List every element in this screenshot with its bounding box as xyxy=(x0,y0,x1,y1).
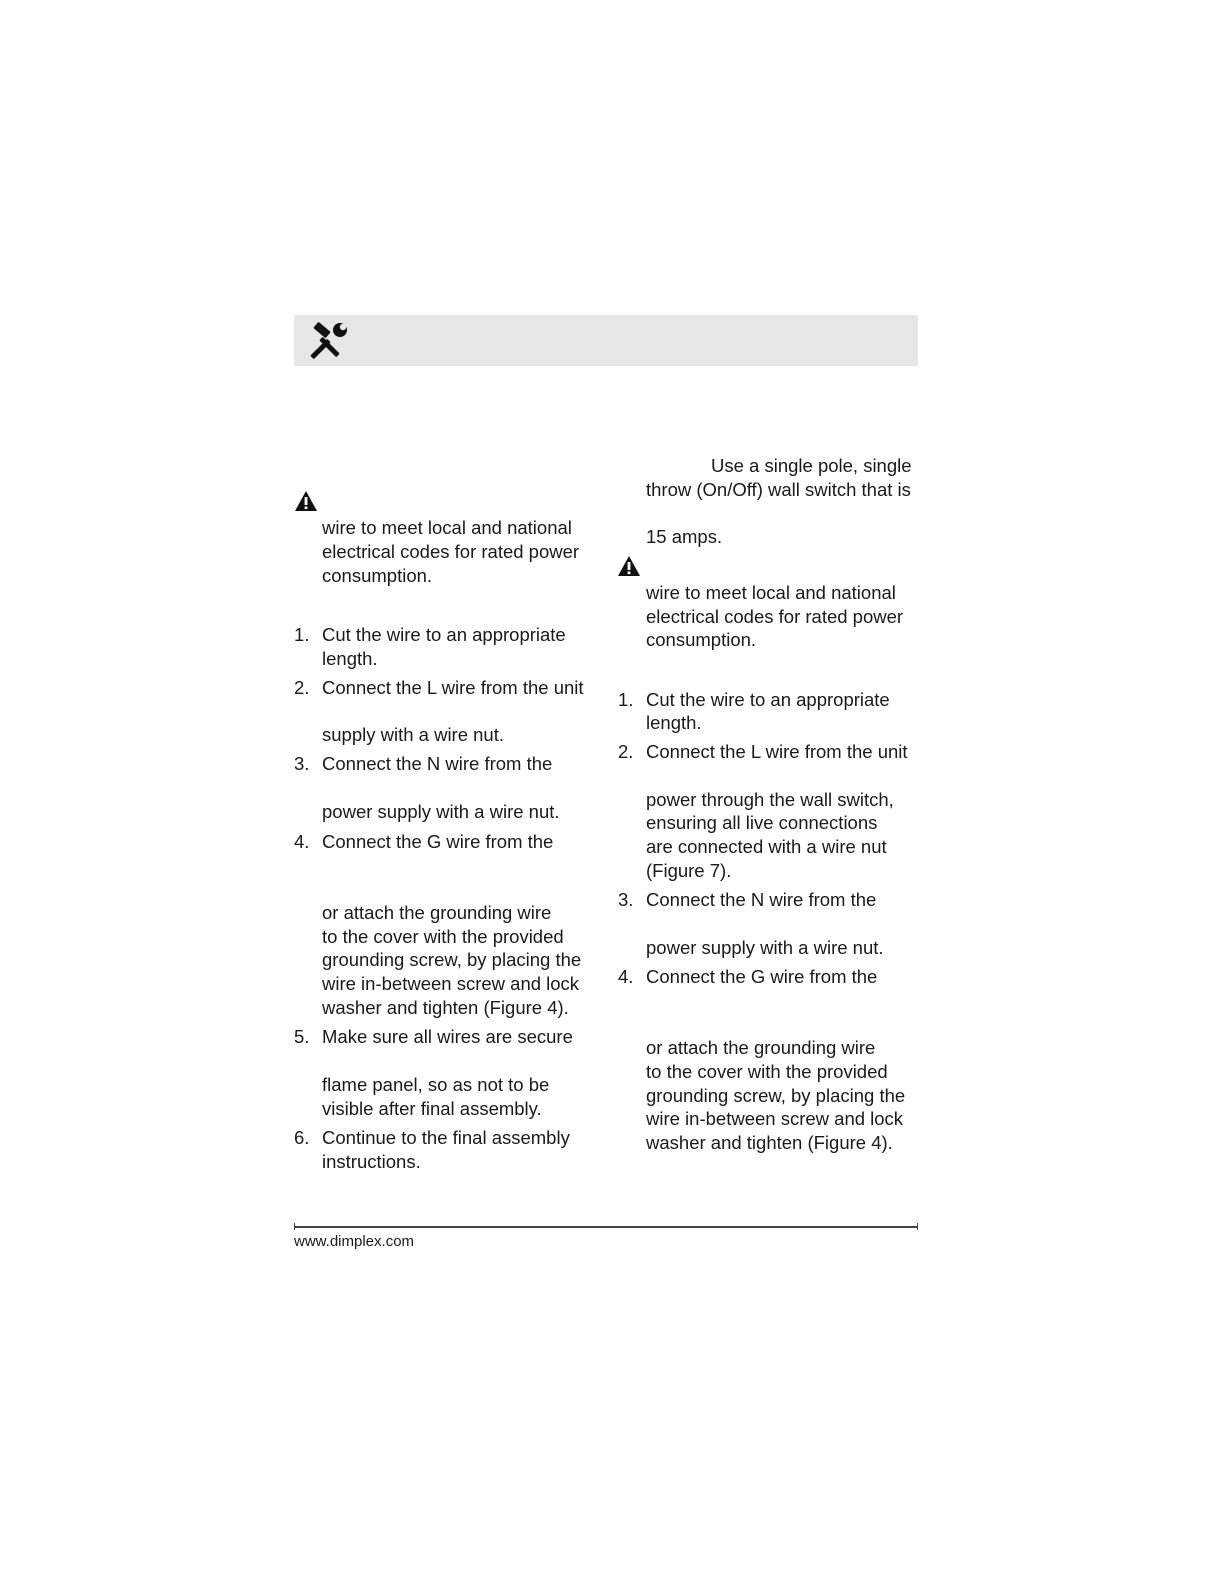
right-step-2-number: 2. xyxy=(618,741,634,762)
warning-icon xyxy=(617,555,641,577)
left-step-3-line: Connect the N wire from the xyxy=(322,753,553,774)
left-step-4-line: Connect the G wire from the xyxy=(322,831,554,852)
right-step-4-line: grounding screw, by placing the xyxy=(646,1085,906,1106)
left-step-2-line: supply with a wire nut. xyxy=(322,724,505,745)
right-step-1-number: 1. xyxy=(618,689,634,710)
right-step-4-line: Connect the G wire from the xyxy=(646,966,878,987)
left-step-4-number: 4. xyxy=(294,831,310,852)
left-step-4-line: grounding screw, by placing the xyxy=(322,949,582,970)
right-step-4-line: to the cover with the provided xyxy=(646,1061,888,1082)
right-intro-line-2: throw (On/Off) wall switch that is xyxy=(646,479,911,500)
right-note-line-3: consumption. xyxy=(646,629,757,650)
left-step-2-line: Connect the L wire from the unit xyxy=(322,677,584,698)
footer-rule xyxy=(294,1226,918,1228)
left-step-5-line: flame panel, so as not to be xyxy=(322,1074,550,1095)
left-step-5-line: visible after final assembly. xyxy=(322,1098,542,1119)
right-step-3-number: 3. xyxy=(618,889,634,910)
section-header-bar xyxy=(294,315,918,366)
left-step-4-line: wire in-between screw and lock xyxy=(322,973,580,994)
right-step-4-number: 4. xyxy=(618,966,634,987)
right-step-1-line: Cut the wire to an appropriate xyxy=(646,689,890,710)
footer-url: www.dimplex.com xyxy=(294,1233,415,1250)
right-step-4-line: washer and tighten (Figure 4). xyxy=(646,1132,893,1153)
right-step-1-line: length. xyxy=(646,712,702,733)
right-step-2-line: Connect the L wire from the unit xyxy=(646,741,908,762)
left-step-6-line: Continue to the final assembly xyxy=(322,1127,570,1148)
right-step-4-line: wire in-between screw and lock xyxy=(646,1108,904,1129)
right-step-3-line: Connect the N wire from the xyxy=(646,889,877,910)
tools-icon xyxy=(310,321,350,361)
right-step-2-line: (Figure 7). xyxy=(646,860,732,881)
right-intro-line-3: 15 amps. xyxy=(646,526,723,547)
right-note-line-2: electrical codes for rated power xyxy=(646,606,904,627)
left-step-1-number: 1. xyxy=(294,624,310,645)
left-step-3-line: power supply with a wire nut. xyxy=(322,801,560,822)
left-note-line-1: wire to meet local and national xyxy=(322,517,572,538)
left-note-line-3: consumption. xyxy=(322,565,433,586)
left-step-4-line: or attach the grounding wire xyxy=(322,902,552,923)
right-step-3-line: power supply with a wire nut. xyxy=(646,937,884,958)
left-step-1-line: Cut the wire to an appropriate xyxy=(322,624,566,645)
left-step-6-line: instructions. xyxy=(322,1151,421,1172)
right-step-4-line: or attach the grounding wire xyxy=(646,1037,876,1058)
left-step-2-number: 2. xyxy=(294,677,310,698)
left-step-3-number: 3. xyxy=(294,753,310,774)
left-note-line-2: electrical codes for rated power xyxy=(322,541,580,562)
left-step-4-line: washer and tighten (Figure 4). xyxy=(322,997,569,1018)
warning-icon xyxy=(294,490,318,512)
right-step-2-line: power through the wall switch, xyxy=(646,789,894,810)
left-step-5-line: Make sure all wires are secure xyxy=(322,1026,573,1047)
left-step-5-number: 5. xyxy=(294,1026,310,1047)
right-step-2-line: are connected with a wire nut xyxy=(646,836,887,857)
right-intro-line-1: Use a single pole, single xyxy=(711,455,912,476)
left-step-1-line: length. xyxy=(322,648,378,669)
right-step-2-line: ensuring all live connections xyxy=(646,812,878,833)
right-note-line-1: wire to meet local and national xyxy=(646,582,896,603)
left-step-6-number: 6. xyxy=(294,1127,310,1148)
left-step-4-line: to the cover with the provided xyxy=(322,926,564,947)
